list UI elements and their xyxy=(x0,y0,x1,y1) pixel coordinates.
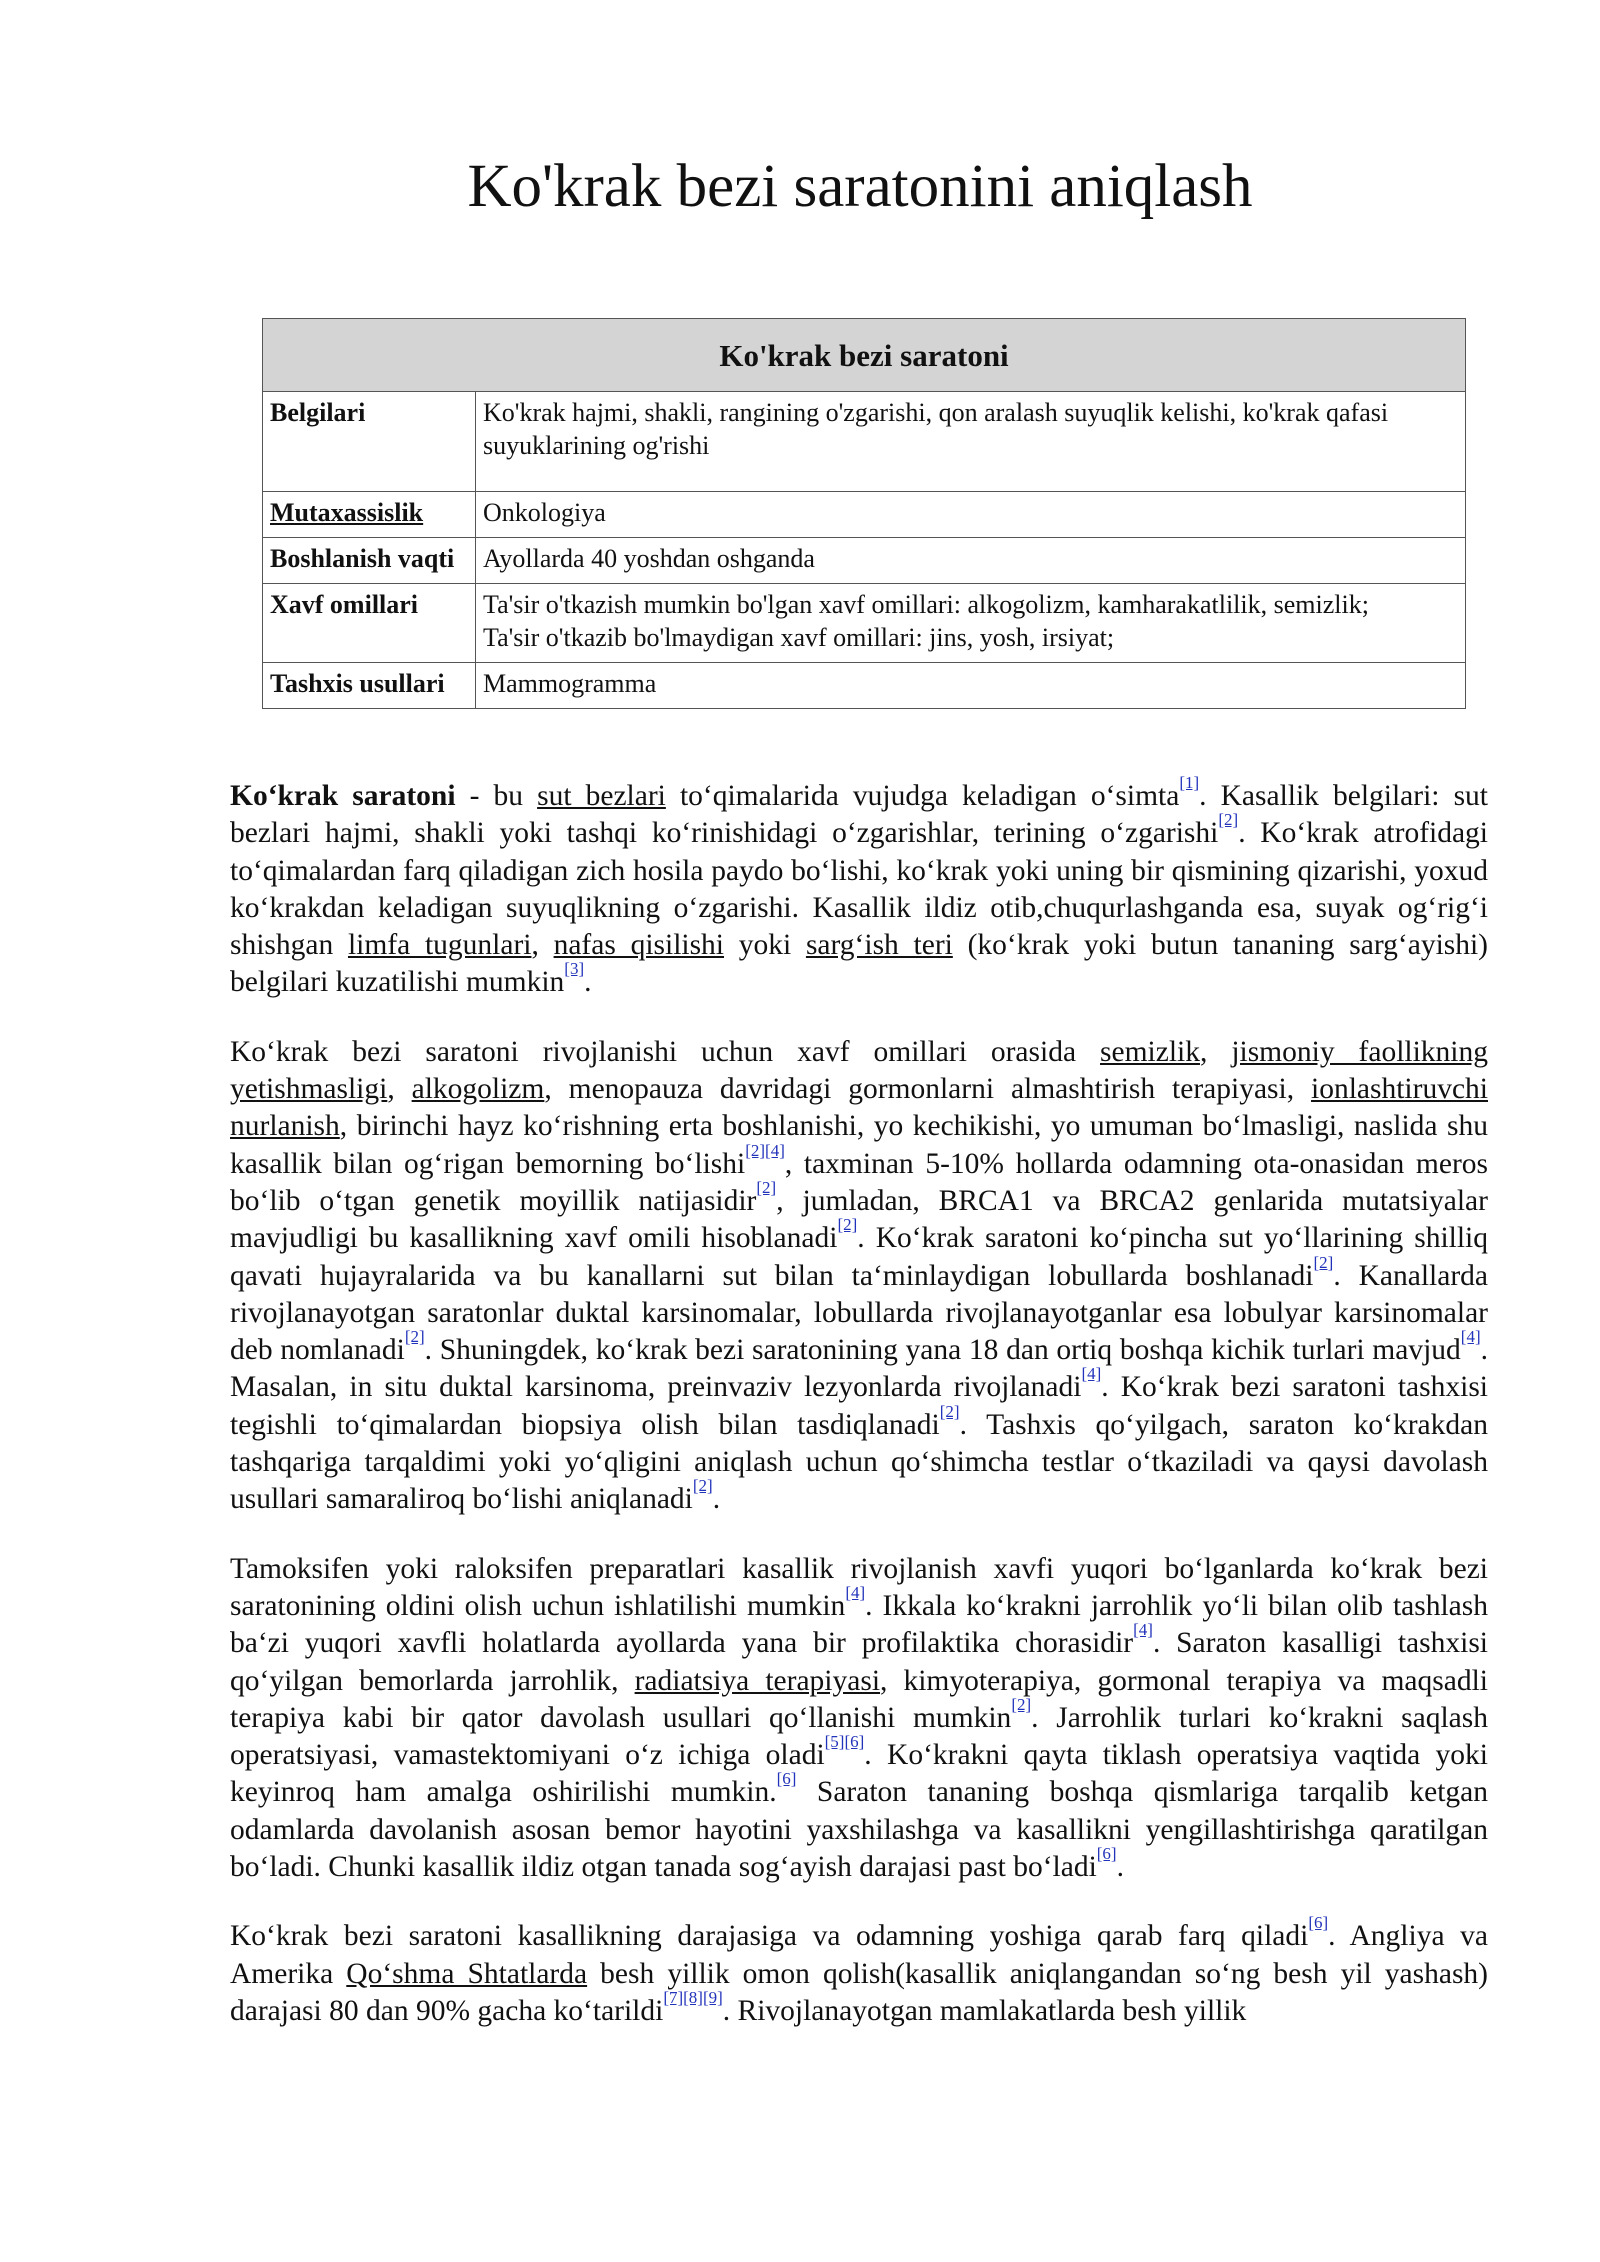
infobox-value: Ayollarda 40 yoshdan oshganda xyxy=(476,538,1466,584)
text: , xyxy=(1199,1035,1232,1068)
text: . Angliya va Amerika xyxy=(230,1920,1488,1990)
text: (ko‘krak yoki butun tananing sarg‘ayishi) belgilari kuzatilishi mumkin xyxy=(230,929,1489,999)
text: yoki xyxy=(724,929,806,962)
reference-link[interactable]: [2] xyxy=(1218,810,1239,830)
reference-link[interactable]: [6] xyxy=(1096,1844,1117,1864)
text: . Masalan, in situ duktal karsinoma, preinvaziv lezyonlarda rivojlanadi xyxy=(230,1334,1488,1404)
infobox xyxy=(262,318,1466,709)
text: to‘qimalarida vujudga keladigan o‘simta xyxy=(665,780,1180,812)
infobox-value: Mammogramma xyxy=(476,663,1466,709)
reference-link[interactable]: [4] xyxy=(1081,1364,1102,1384)
risk-modifiable: Ta'sir o'tkazish mumkin bo'lgan xavf omillari: alkogolizm, kamharakatlilik, semizlik; xyxy=(483,590,1369,619)
paragraph-4 xyxy=(230,1913,1488,2030)
infobox-row-symptoms xyxy=(263,392,1466,492)
reference-link[interactable]: [2] xyxy=(1011,1694,1032,1714)
text: . xyxy=(1116,1851,1124,1884)
infobox-label: Belgilari xyxy=(263,392,476,492)
infobox-row-diagnosis xyxy=(263,663,1466,709)
text: Saraton tananing boshqa qismlariga tarqalib ketgan odamlarda davolanish asosan bemor hayotini yaxshilashga va kasallikni yengillashtirishga qaratilgan bo‘ladi. Chunki kasallik ildiz otgan tanada sog‘ayish darajasi past bo‘ladi xyxy=(230,1776,1488,1884)
reference-link[interactable]: [2] xyxy=(404,1327,425,1347)
reference-link[interactable]: [4] xyxy=(1133,1620,1153,1640)
reference-link[interactable]: [5][6] xyxy=(824,1732,865,1752)
infobox-label: Tashxis usullari xyxy=(263,663,476,709)
reference-link[interactable]: [7][8][9] xyxy=(663,1987,723,2007)
page-title: Ko'krak bezi saratonini aniqlash xyxy=(467,153,1253,220)
paragraph-3 xyxy=(230,1551,1488,1887)
link-ionlashtiruvchi-nurlanish[interactable]: ionlashtiruvchi nurlanish xyxy=(230,1073,1488,1143)
reference-link[interactable]: [4] xyxy=(1460,1327,1481,1347)
text: . Ko‘krakni qayta tiklash operatsiya vaqtida yoki keyinroq ham amalga oshirilishi mumkin. xyxy=(230,1739,1488,1809)
text: , kimyoterapiya, gormonal terapiya va maqsadli terapiya kabi bir qator davolash usullari qo‘llanishi mumkin xyxy=(230,1664,1488,1734)
infobox-value: Ko'krak hajmi, shakli, rangining o'zgarishi, qon aralash suyuqlik kelishi, ko'krak qafasi suyuklarining og'rishi xyxy=(476,392,1466,492)
text: Tamoksifen yoki raloksifen preparatlari kasallik rivojlanish xavfi yuqori bo‘lganlarda ko‘krak bezi saratonining oldini olish uchun ishlatilishi mumkin xyxy=(230,1552,1488,1622)
reference-link[interactable]: [2] xyxy=(756,1177,777,1197)
text: . Shuningdek, ko‘krak bezi saratonining yana 18 dan ortiq boshqa kichik turlari mavjud xyxy=(424,1334,1461,1367)
infobox-row-onset xyxy=(263,538,1466,584)
reference-link[interactable]: [6] xyxy=(776,1769,797,1789)
text: . Ko‘krak bezi saratoni tashxisi tegishli to‘qimalardan biopsiya olish bilan tasdiqlanadi xyxy=(230,1371,1489,1441)
text: , xyxy=(387,1073,412,1106)
infobox-row-risk-factors xyxy=(263,584,1466,663)
text: , menopauza davridagi gormonlarni almashtirish terapiyasi, xyxy=(544,1073,1312,1106)
paragraph-2 xyxy=(230,1034,1488,1519)
text: . Kasallik belgilari: sut bezlari hajmi, shakli yoki tashqi ko‘rinishidagi o‘zgarishlar, terining o‘zgarishi xyxy=(230,780,1488,850)
text: . Jarrohlik turlari ko‘krakni saqlash operatsiyasi, vamastektomiyani o‘z ichiga oladi xyxy=(230,1701,1488,1772)
link-sargish-teri[interactable]: sarg‘ish teri xyxy=(805,929,953,962)
text: . xyxy=(712,1483,721,1516)
infobox-value xyxy=(476,584,1466,663)
reference-link[interactable]: [1] xyxy=(1179,773,1200,792)
text: . Tashxis qo‘yilgach, saraton ko‘krakdan tashqariga tarqaldimi yoki yo‘qligini aniqlash uchun qo‘shimcha testlar o‘tkaziladi va qaysi davolash usullari samaraliroq bo‘lishi aniqlanadi xyxy=(230,1408,1488,1516)
text: . Ko‘krak atrofidagi to‘qimalardan farq qiladigan zich hosila paydo bo‘lishi, ko‘krak yoki uning bir qismining qizarishi, yoxud ko‘krakdan keladigan suyuqlikning o‘zgarishi. Kasallik ildiz otib,chuqurlashganda esa, suyak og‘rig‘i shishgan xyxy=(230,817,1489,962)
infobox-caption: Ko'krak bezi saratoni xyxy=(263,319,1466,392)
link-alkogolizm[interactable]: alkogolizm xyxy=(411,1073,545,1106)
text: Ko‘krak bezi saratoni rivojlanishi uchun xavf omillari orasida xyxy=(230,1035,1101,1068)
text: Ko‘krak bezi saratoni kasallikning darajasiga va odamning yoshiga qarab farq qiladi xyxy=(230,1920,1309,1953)
text: . xyxy=(584,966,592,999)
lead-term: Ko‘krak saratoni xyxy=(230,780,456,812)
reference-link[interactable]: [2] xyxy=(692,1476,713,1496)
link-jismoniy-faollik[interactable]: jismoniy faollikning yetishmasligi xyxy=(230,1035,1488,1106)
text: . Ikkala ko‘krakni jarrohlik yo‘li bilan olib tashlash ba‘zi yuqori xavfli holatlarda ayollarda yana bir profilaktika chorasidir xyxy=(230,1589,1488,1660)
text: , birinchi hayz ko‘rishning erta boshlanishi, yo kechikishi, yo umuman bo‘lmasligi, naslida shu kasallik bilan og‘rigan bemorning bo‘lishi xyxy=(230,1110,1488,1180)
text: . Rivojlanayotgan mamlakatlarda besh yillik xyxy=(722,1994,1247,2027)
infobox-label: Boshlanish vaqti xyxy=(263,538,476,584)
reference-link[interactable]: [2][4] xyxy=(745,1140,785,1160)
risk-nonmodifiable: Ta'sir o'tkazib bo'lmaydigan xavf omillari: jins, yosh, irsiyat; xyxy=(483,623,1115,652)
reference-link[interactable]: [4] xyxy=(845,1582,866,1602)
text: - bu xyxy=(455,780,538,812)
text: , xyxy=(531,929,554,962)
reference-link[interactable]: [2] xyxy=(939,1401,960,1421)
reference-link[interactable]: [3] xyxy=(564,959,585,979)
infobox-value: Onkologiya xyxy=(476,492,1466,538)
infobox-row-specialty xyxy=(263,492,1466,538)
link-sut-bezlari[interactable]: sut bezlari xyxy=(537,780,666,812)
link-limfa-tugunlari[interactable]: limfa tugunlari xyxy=(347,929,532,962)
reference-link[interactable]: [2] xyxy=(837,1215,858,1235)
link-semizlik[interactable]: semizlik xyxy=(1100,1035,1200,1068)
link-radiatsiya-terapiyasi[interactable]: radiatsiya terapiyasi xyxy=(634,1664,881,1697)
text: . Saraton kasalligi tashxisi qo‘yilgan bemorlarda jarrohlik, xyxy=(230,1627,1488,1697)
infobox-label: Xavf omillari xyxy=(263,584,476,663)
specialty-link[interactable]: Mutaxassislik xyxy=(270,498,424,527)
article-body xyxy=(230,773,1489,2062)
paragraph-1 xyxy=(230,773,1489,1002)
text: . Ko‘krak saratoni ko‘pincha sut yo‘llarining shilliq qavati hujayralarida va bu kanallarni sut bilan ta‘minlaydigan lobullarda boshlanadi xyxy=(230,1222,1489,1292)
text: , jumladan, BRCA1 va BRCA2 genlarida mutatsiyalar mavjudligi bu kasallikning xavf omili hisoblanadi xyxy=(230,1184,1488,1255)
reference-link[interactable]: [2] xyxy=(1313,1252,1334,1272)
text: . Kanallarda rivojlanayotgan saratonlar duktal karsinomalar, lobullarda rivojlanayotganlar esa lobulyar karsinomalar deb nomlanadi xyxy=(230,1259,1488,1367)
text: , taxminan 5-10% hollarda odamning ota-onasidan meros bo‘lib o‘tgan genetik moyillik natijasidir xyxy=(230,1147,1488,1217)
text: besh yillik omon qolish(kasallik aniqlangandan so‘ng besh yil yashash) darajasi 80 dan 90% gacha ko‘tarildi xyxy=(230,1957,1488,2027)
reference-link[interactable]: [6] xyxy=(1308,1913,1329,1933)
link-nafas-qisilishi[interactable]: nafas qisilishi xyxy=(553,929,725,962)
link-qoshma-shtatlar[interactable]: Qo‘shma Shtatlarda xyxy=(346,1957,588,1990)
